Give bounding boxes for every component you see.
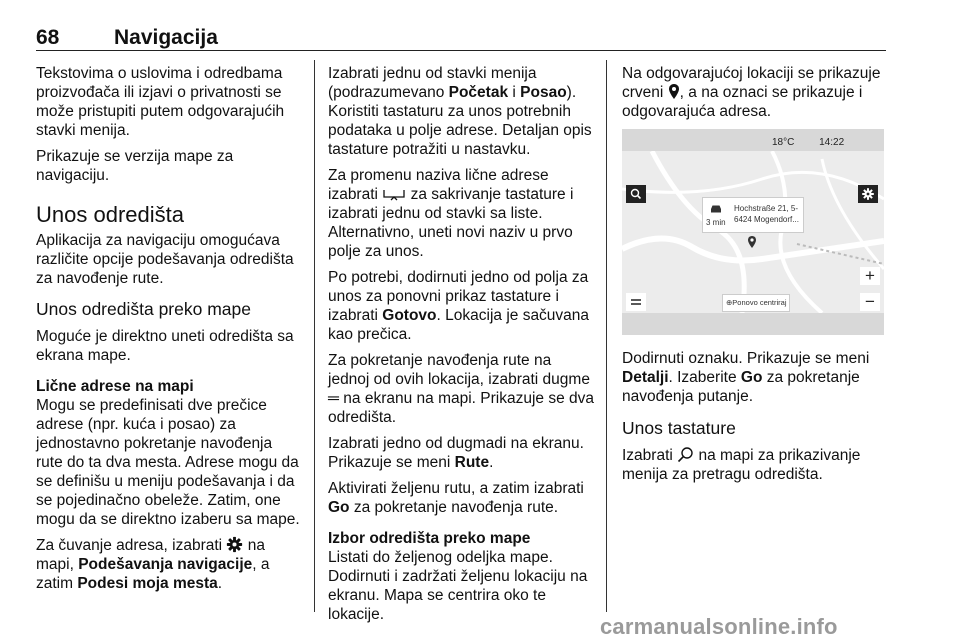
column-divider-1: [314, 60, 315, 612]
paragraph: Aktivirati željenu rutu, a zatim izabrati Go za pokretanje navođenja rute.: [328, 480, 584, 516]
zoom-in-button[interactable]: +: [860, 267, 880, 285]
recenter-button[interactable]: [722, 294, 790, 312]
column-3: [622, 64, 888, 491]
address-line-2: 6424 Mogendorf...: [734, 215, 799, 224]
column-2: [328, 64, 594, 631]
search-button[interactable]: [626, 185, 646, 203]
gear-icon: [226, 536, 243, 553]
paragraph: Aplikacija za navigaciju omogućava različite opcije podešavanja odredišta za navođenje rute.: [36, 232, 294, 287]
paragraph: Listati do željenog odeljka mape. Dodirnuti i zadržati željenu lokaciju na ekranu. Mapa se centrira oko te lokacije.: [328, 549, 588, 623]
search-icon: [626, 185, 646, 203]
paragraph: Tekstovima o uslovima i odredbama proizvođača ili izjavi o privatnosti se može pristupiti putem odgovarajućih stavki menija.: [36, 65, 285, 139]
recenter-icon: ⊕: [726, 298, 733, 307]
car-icon: [709, 204, 723, 214]
topic-heading: Lične adrese na mapi: [36, 378, 194, 395]
paragraph: Za pokretanje navođenja rute na jednoj od ovih lokacija, izabrati dugme ═ na ekranu na mapi. Prikazuje se dva odredišta.: [328, 352, 595, 426]
watermark: carmanualsonline.info: [600, 614, 838, 639]
map-pin-icon: [668, 83, 680, 100]
paragraph: Prikazuje se verzija mape za navigaciju.: [36, 148, 234, 184]
hide-keyboard-icon: [382, 189, 406, 202]
paragraph: Moguće je direktno uneti odredišta sa ekrana mape.: [36, 328, 294, 364]
map-screenshot: [622, 129, 884, 335]
page-header: [36, 26, 886, 50]
paragraph: Izabrati na mapi za prikazivanje menija za pretragu odredišta.: [622, 447, 861, 483]
paragraph: Za promenu naziva lične adrese izabrati za sakrivanje tastature i izabrati jednu od stavki sa liste. Alternativno, uneti novi naziv u prvo polje za unos.: [328, 167, 574, 260]
recenter-label: Ponovo centriraj: [732, 298, 787, 307]
gear-icon: [858, 185, 878, 203]
clock: 14:22: [819, 137, 845, 148]
paragraph: Mogu se predefinisati dve prečice adrese (npr. kuća i posao) za jednostavno pokretanje navođenja rute do ta dva mesta. Adrese mogu da se definišu u meniju podešavanja i da se pojedinačno obeleže. Zatim, one mogu da se direktno izaberu sa mape.: [36, 397, 300, 528]
header-rule: [36, 50, 886, 51]
paragraph: Po potrebi, dodirnuti jedno od polja za unos za ponovni prikaz tastature i izabrati Gotovo. Lokacija je sačuvana kao prečica.: [328, 269, 590, 343]
paragraph: Na odgovarajućoj lokaciji se prikazuje crveni , a na oznaci se prikazuje i odgovarajuća adresa.: [622, 65, 881, 120]
paragraph: Dodirnuti oznaku. Prikazuje se meni Detalji. Izaberite Go za pokretanje navođenja putanje.: [622, 350, 870, 405]
column-1: [36, 64, 300, 600]
paragraph: Izabrati jednu od stavki menija (podrazumevano Početak i Posao). Koristiti tastaturu za unos potrebnih podataka u polje adrese. Detaljan opis tastature potražiti u nastavku.: [328, 65, 592, 158]
subsection-heading: Unos odredišta preko mape: [36, 299, 251, 319]
page-number: 68: [36, 26, 60, 49]
chapter-title: Navigacija: [114, 26, 218, 49]
section-heading: Unos odredišta: [36, 202, 184, 227]
eta-label: 3 min: [706, 218, 726, 227]
search-icon: [677, 446, 694, 463]
column-divider-2: [606, 60, 607, 612]
paragraph: Izabrati jedno od dugmadi na ekranu. Prikazuje se meni Rute.: [328, 435, 584, 471]
topic-heading: Izbor odredišta preko mape: [328, 530, 531, 547]
settings-button[interactable]: [858, 185, 878, 203]
status-bar: [772, 133, 844, 152]
menu-icon: [626, 293, 646, 311]
subsection-heading: Unos tastature: [622, 418, 736, 438]
zoom-out-button[interactable]: −: [860, 293, 880, 311]
temperature: 18°C: [772, 137, 795, 148]
address-line-1: Hochstraße 21, 5-: [734, 204, 799, 213]
address-card[interactable]: [702, 197, 804, 233]
paragraph: Za čuvanje adresa, izabrati na mapi, Podešavanja navigacije, a zatim Podesi moja mesta.: [36, 537, 270, 592]
menu-button[interactable]: [626, 293, 646, 311]
map-pin-icon: [747, 235, 757, 249]
